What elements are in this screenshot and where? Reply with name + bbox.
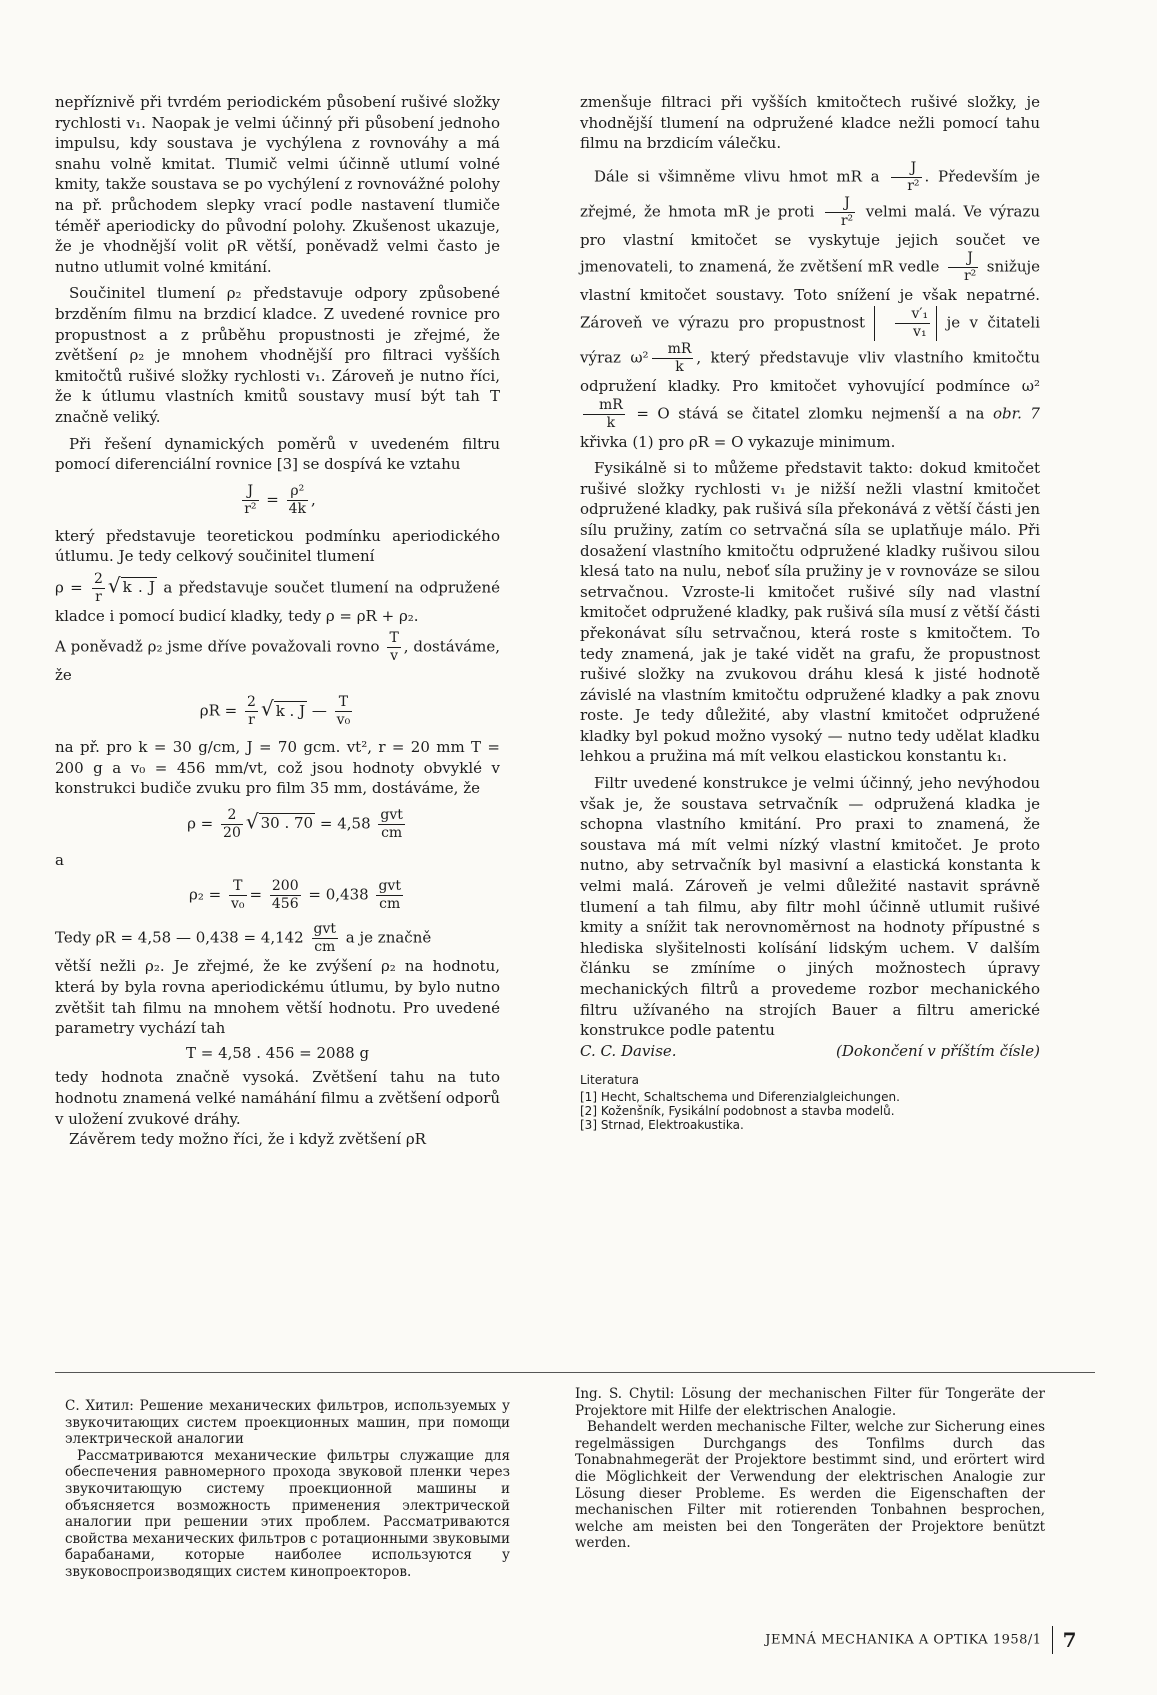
literature-item: [2] Koženšník, Fysikální podobnost a stavba modelů. bbox=[580, 1104, 895, 1119]
paragraph: větší nežli ρ₂. Je zřejmé, že ke zvýšení ρ₂ na hodnotu, která by byla rovna aperiodickému útlumu, by bylo nutno zvětšit tah filmu na mnohem větší hodnotu. Pro uvedené parametry vychází tah bbox=[55, 957, 500, 1038]
right-column bbox=[580, 92, 1040, 1132]
paragraph: na př. pro k = 30 g/cm, J = 70 gcm. vt², r = 20 mm T = 200 g a v₀ = 456 mm/vt, což jsou hodnoty obvyklé v konstrukci budiče zvuku pro film 35 mm, dostáváme, že bbox=[55, 738, 500, 798]
paragraph: Součinitel tlumení ρ₂ představuje odpory způsobené brzděním filmu na brzdicí kladce. Z uvedené rovnice pro propustnost a z průběhu propustnosti je zřejmé, že zvětšení ρ₂ je mnohem vhodnější pro filtraci vyšších kmitočtů rušivé složky rychlosti v₁. Zároveň je nutno říci, že k útlumu vlastních kmitů soustavy musí být tah T značně veliký. bbox=[55, 284, 500, 426]
page-number: 7 bbox=[1062, 1628, 1077, 1652]
signature-line: C. C. Davise. (Dokončení v příštím čísle) bbox=[580, 1041, 1040, 1060]
equation-rho2-value: ρ₂ = $\frac{T}{\text{v₀}}$ = $\frac{200}{456}$ = 0,438 $\frac{\text{gvt}}{cm}$ bbox=[189, 878, 401, 913]
summary-title: С. Хитил: Решение механических фильтров, используемых у звукочитающих систем проекционных машин, при помощи электрической аналогии bbox=[65, 1398, 510, 1448]
paragraph: nepříznivě při tvrdém periodickém působení rušivé složky rychlosti v₁. Naopak je velmi účinný při působení jednoho impulsu, kdy soustava je vychýlena z rovnováhy a má snahu volně kmitat. Tlumič velmi účinně utlumí volné kmity, takže soustava se po vychýlení z rovnovážné polohy na př. průchodem slepky vrací podle nastavení tlumiče téměř aperiodicky do původní polohy. Zkušenost ukazuje, že je vhodnější volit ρR větší, poněvadž velmi často je nutno utlumit volné kmitání. bbox=[55, 93, 500, 276]
summary-german bbox=[575, 1386, 1045, 1552]
left-column bbox=[55, 92, 500, 1150]
summary-body: Рассматриваются механические фильтры служащие для обеспечения равномерного прохода звуковой пленки через звукочитающую систему проекционной машины и объясняется возможность применения электрической аналогии при решении этих проблем. Рассматриваются свойства механических фильтров с ротационными звуковыми барабанами, которые наиболее используются у звуковоспроизводящих систем кинопроекторов. bbox=[65, 1447, 510, 1580]
footer-divider bbox=[1052, 1626, 1053, 1654]
equation-rhoR: ρR = $\frac{2}{r}$ √ k . J — $\frac{T}{\text{v₀}}$ bbox=[199, 694, 351, 729]
conjunction: a bbox=[55, 850, 64, 869]
literature-heading: Literatura bbox=[580, 1073, 639, 1088]
paragraph: Závěrem tedy možno říci, že i když zvětšení ρR bbox=[69, 1130, 426, 1149]
literature bbox=[580, 1073, 1040, 1132]
paragraph: Fysikálně si to můžeme představit takto: dokud kmitočet rušivé složky rychlosti v₁ je nižší nežli vlastní kmitočet odpružené kladky, pak rušivá síla překonává z větší části jen sílu pružiny, zatím co setrvačná síla se uplatňuje málo. Při dosažení vlastního kmitočtu odpružené kladky rušivou silou klesá tato na nulu, neboť síla pružiny je v rovnováze se silou setrvačnou. Vzroste-li kmitočet rušivé síly nad vlastní kmitočet odpružené kladky, pak rušivá síla musí z větší části překonávat sílu setrvačnou, která roste s kmitočtem. To tedy znamená, jak je také vidět na grafu, že propustnost rušivé složky na zvukovou dráhu klesá k jisté hodnotě závislé na vlastním kmitočtu odpružené kladky a pak znovu roste. Je tedy důležité, aby vlastní kmitočet odpružené kladky byl pokud možno vysoký — nutno tedy udělat kladku lehkou a pružina má mít velkou elastickou konstantu k₁. bbox=[580, 459, 1040, 766]
paragraph: tedy hodnota značně vysoká. Zvětšení tahu na tuto hodnotu znamená velké namáhání filmu a zvětšení odporů v uložení zvukové dráhy. bbox=[55, 1068, 500, 1128]
paragraph: ρ = $\frac{2}{r}$ √ k . J a představuje součet tlumení na odpružené kladce i pomocí budicí kladky, tedy ρ = ρR + ρ₂. bbox=[55, 570, 500, 625]
literature-item: [1] Hecht, Schaltschema und Diferenzialgleichungen. bbox=[580, 1090, 900, 1105]
equation-aperiodic: $\frac{J}{\text{r²}}$ = $\frac{\text{ρ²}}{4k}$ , bbox=[244, 482, 316, 517]
equation-tension: T = 4,58 . 456 = 2088 g bbox=[185, 1043, 370, 1062]
paragraph: Dále si všimněme vlivu hmot mR a $\frac{J}{\text{r²}}$ . Především je zřejmé, že hmota mR je proti $\frac{J}{\text{r²}}$ velmi malá. Ve výrazu pro vlastní kmitočet se vyskytuje jejich součet ve jmenovateli, to znamená, že zvětšení mR vedle $\frac{J}{\text{r²}}$ snižuje vlastní kmitočet soustavy. Toto snížení je však nepatrné. Zároveň ve výrazu pro propustnost $\frac{\text{v′₁}}{\text{v₁}}$ je v čitateli výraz ω² $\frac{mR}{k}$ , který představuje vliv vlastního kmitočtu odpružení kladky. Pro kmitočet vyhovující podmínce ω² $\frac{mR}{k}$ = O stává se čitatel zlomku nejmenší a na obr. 7 křivka (1) pro ρR = O vykazuje minimum. bbox=[580, 159, 1041, 451]
paragraph: Tedy ρR = 4,58 — 0,438 = 4,142 $\frac{\text{gvt}}{cm}$ a je značně bbox=[55, 921, 432, 956]
paragraph: Filtr uvedené konstrukce je velmi účinný, jeho nevýhodou však je, že soustava setrvačník — odpružená kladka je schopna vlastního kmitání. Pro praxi to znamená, že soustava má mít velmi nízký vlastní kmitočet. Je proto nutno, aby setrvačník byl masivní a elastická konstanta k velmi malá. Zároveň je velmi důležité nastavit správně tlumení a tah filmu, aby filtr mohl účinně utlumit rušivé kmity a snížit tak nerovnoměrnost na hodnoty přípustné s hlediska slyšitelnosti kolísání lidským uchem. V dalším článku se zmíníme o jiných možnostech úpravy mechanických filtrů a provedeme rozbor mechanického filtru užívaného na strojích Bauer a filtru americké konstrukce podle patentu bbox=[580, 774, 1040, 1040]
section-divider bbox=[55, 1372, 1095, 1373]
journal-name: JEMNÁ MECHANIKA A OPTIKA 1958/1 bbox=[765, 1632, 1042, 1648]
page-footer bbox=[765, 1626, 1077, 1654]
literature-item: [3] Strnad, Elektroakustika. bbox=[580, 1118, 744, 1133]
equation-rho-value: ρ = $\frac{2}{20}$ √ 30 . 70 = 4,58 $\frac{\text{gvt}}{cm}$ bbox=[187, 806, 403, 841]
paragraph: zmenšuje filtraci při vyšších kmitočtech rušivé složky, je vhodnější tlumení na odpružené kladce nežli pomocí tahu filmu na brzdicím válečku. bbox=[580, 93, 1040, 153]
summary-russian bbox=[65, 1398, 510, 1581]
summary-title: Ing. S. Chytil: Lösung der mechanischen Filter für Tongeräte der Projektore mit Hilfe der elektrischen Analogie. bbox=[575, 1386, 1045, 1419]
paragraph: který představuje teoretickou podmínku aperiodického útlumu. Je tedy celkový součinitel tlumení bbox=[55, 526, 500, 566]
paragraph: A poněvadž ρ₂ jsme dříve považovali rovno $\frac{T}{v}$ , dostáváme, že bbox=[55, 630, 500, 685]
summary-body: Behandelt werden mechanische Filter, welche zur Sicherung eines regelmässigen Durchgangs des Tonfilms durch das Tonabnahmegerät der Projektore bestimmt sind, und erörtert wird die Möglichkeit der Verwendung der elektrischen Analogie zur Lösung dieser Probleme. Es werden die Eigenschaften der mechanischen Filter mit rotierenden Tonbahnen besprochen, welche am meisten bei den Tongeräten der Projektore benützt werden. bbox=[575, 1419, 1045, 1552]
paragraph: Při řešení dynamických poměrů v uvedeném filtru pomocí diferenciální rovnice [3] se dospívá ke vztahu bbox=[55, 434, 500, 474]
